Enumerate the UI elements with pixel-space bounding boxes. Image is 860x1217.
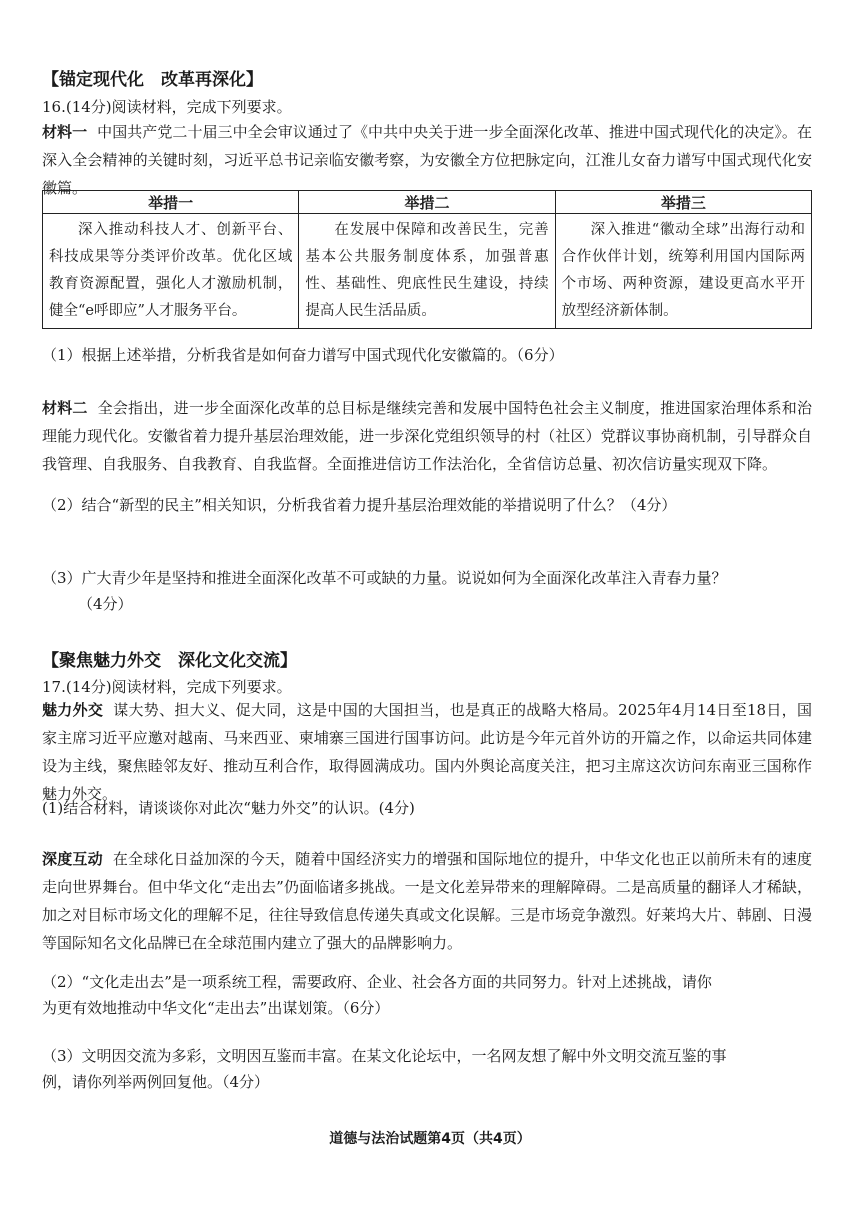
question-16-3-line1: （3）广大青少年是坚持和推进全面深化改革不可或缺的力量。说说如何为全面深化改革注入青春力量？ — [42, 569, 727, 587]
material-deep-interaction-text: 在全球化日益加深的今天，随着中国经济实力的增强和国际地位的提升，中华文化也正以前所未有的速度走向世界舞台。但中华文化“走出去”仍面临诸多挑战。一是文化差异带来的理解障碍。二是高质量的翻译人才稀缺，加之对目标市场文化的理解不足，往往导致信息传递失真或文化误解。三是市场竞争激烈。好莱坞大片、韩剧、日漫等国际知名文化品牌已在全球范围内建立了强大的品牌影响力。 — [42, 850, 812, 952]
section-heading-2: 【聚焦魅力外交 深化文化交流】 — [42, 651, 297, 671]
measure-cell-1: 深入推动科技人才、创新平台、科技成果等分类评价改革。优化区域教育资源配置，强化人才激励机制，健全“e呼即应”人才服务平台。 — [43, 214, 299, 329]
question-16-intro: 16.(14分)阅读材料，完成下列要求。 — [42, 98, 292, 116]
question-17-3-line1: （3）文明因交流为多彩，文明因互鉴而丰富。在某文化论坛中，一名网友想了解中外文明交流互鉴的事 — [42, 1047, 727, 1065]
material-1-label: 材料一 — [42, 123, 88, 141]
material-charm-diplomacy — [42, 696, 812, 808]
question-17-2-line2: 为更有效地推动中华文化“走出去”出谋划策。（6分） — [42, 999, 390, 1017]
question-16-3-line2: （4分） — [78, 595, 133, 613]
section-heading-1: 【锚定现代化 改革再深化】 — [42, 70, 263, 90]
material-2-text: 全会指出，进一步全面深化改革的总目标是继续完善和发展中国特色社会主义制度，推进国家治理体系和治理能力现代化。安徽省着力提升基层治理效能，进一步深化党组织领导的村（社区）党群议事协商机制，引导群众自我管理、自我服务、自我教育、自我监督。全面推进信访工作法治化，全省信访总量、初次信访量实现双下降。 — [42, 399, 812, 473]
measure-cell-3: 深入推进“徽动全球”出海行动和合作伙伴计划，统筹利用国内国际两个市场、两种资源，建设更高水平开放型经济新体制。 — [555, 214, 811, 329]
material-2-label: 材料二 — [42, 399, 88, 417]
question-17-intro: 17.(14分)阅读材料，完成下列要求。 — [42, 678, 292, 696]
material-charm-diplomacy-label: 魅力外交 — [42, 701, 104, 719]
measures-table — [42, 190, 812, 329]
question-16-1: （1）根据上述举措，分析我省是如何奋力谱写中国式现代化安徽篇的。（6分） — [42, 346, 564, 364]
material-deep-interaction-label: 深度互动 — [42, 850, 103, 868]
measure-header-2: 举措二 — [299, 191, 555, 214]
measure-cell-2: 在发展中保障和改善民生，完善基本公共服务制度体系，加强普惠性、基础性、兜底性民生建设，持续提高人民生活品质。 — [299, 214, 555, 329]
material-1-text: 中国共产党二十届三中全会审议通过了《中共中央关于进一步全面深化改革、推进中国式现代化的决定》。在深入全会精神的关键时刻，习近平总书记亲临安徽考察，为安徽全方位把脉定向，江淮儿女奋力谱写中国式现代化安徽篇。 — [42, 123, 812, 197]
page-footer: 道德与法治试题第4页（共4页） — [329, 1131, 531, 1147]
measure-header-3: 举措三 — [555, 191, 811, 214]
material-charm-diplomacy-text: 谋大势、担大义、促大同，这是中国的大国担当，也是真正的战略大格局。2025年4月14日至18日，国家主席习近平应邀对越南、马来西亚、柬埔寨三国进行国事访问。此访是今年元首外访的开篇之作，以命运共同体建设为主线，聚焦睦邻友好、推动互利合作，取得圆满成功。国内外舆论高度关注，把习主席这次访问东南亚三国称作魅力外交。 — [42, 701, 812, 803]
question-17-1: (1)结合材料，请谈谈你对此次“魅力外交”的认识。(4分) — [42, 799, 415, 817]
question-17-2-line1: （2）“文化走出去”是一项系统工程，需要政府、企业、社会各方面的共同努力。针对上述挑战，请你 — [42, 973, 712, 991]
material-2 — [42, 394, 812, 478]
material-deep-interaction — [42, 845, 812, 957]
question-16-2: （2）结合“新型的民主”相关知识，分析我省着力提升基层治理效能的举措说明了什么？（4分） — [42, 496, 677, 514]
measure-header-1: 举措一 — [43, 191, 299, 214]
question-17-3-line2: 例，请你列举两例回复他。（4分） — [42, 1073, 270, 1091]
